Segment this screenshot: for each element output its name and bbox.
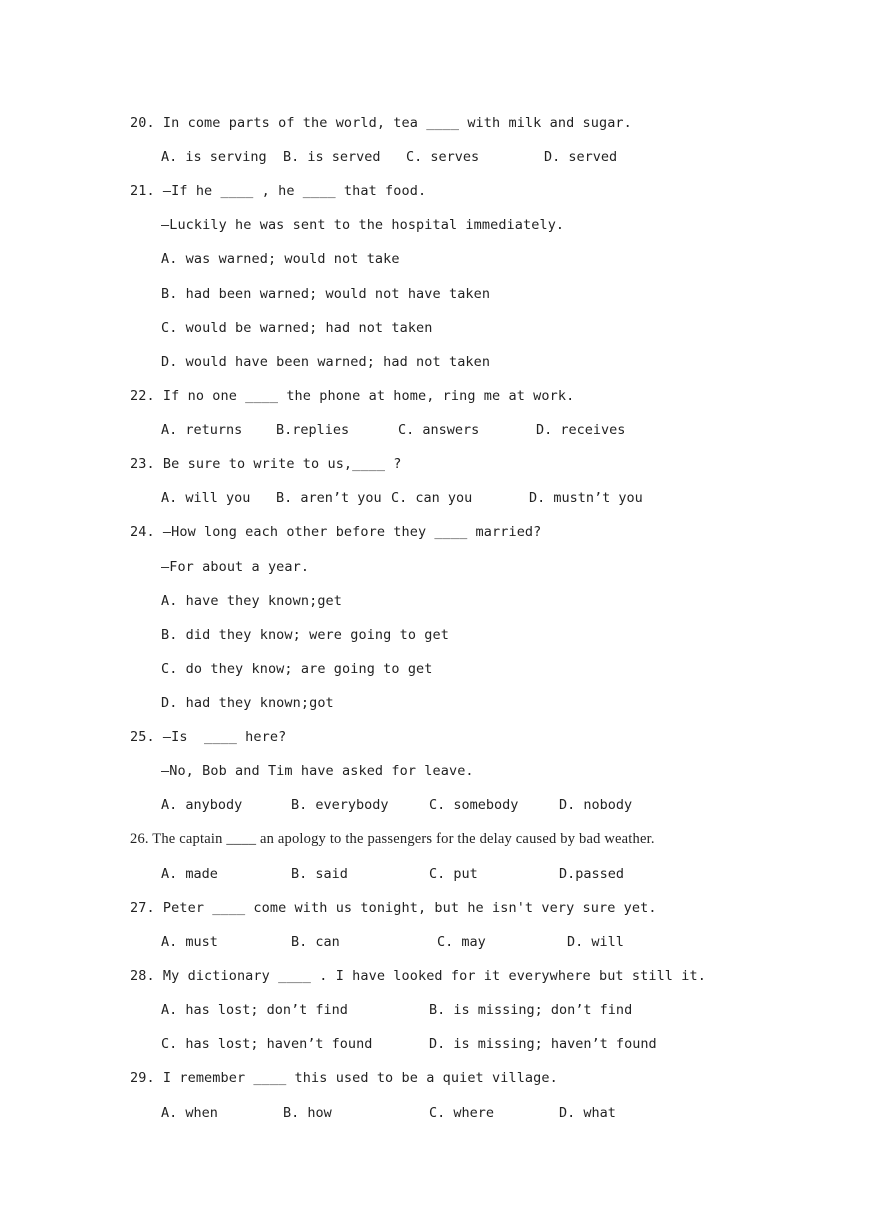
question-28-option-a: A. has lost; don’t find — [161, 1002, 348, 1018]
question-28-option-b: B. is missing; don’t find — [429, 1002, 633, 1018]
question-23-option-c: C. can you — [391, 490, 473, 506]
question-21-option-c: C. would be warned; had not taken — [161, 320, 433, 336]
question-27-option-c: C. may — [437, 934, 486, 950]
question-23-stem: 23. Be sure to write to us,____ ? — [130, 456, 402, 472]
question-21-stem: 21. —If he ____ , he ____ that food. — [130, 183, 427, 199]
question-24-option-d: D. had they known;got — [161, 695, 334, 711]
question-25-option-c: C. somebody — [429, 797, 519, 813]
question-22-option-b: B.replies — [276, 422, 350, 438]
question-29-option-c: C. where — [429, 1105, 495, 1121]
question-21-option-b: B. had been warned; would not have taken — [161, 286, 491, 302]
question-26-option-c: C. put — [429, 866, 478, 882]
question-21-option-a: A. was warned; would not take — [161, 251, 400, 267]
question-25-option-d: D. nobody — [559, 797, 633, 813]
question-24-stem: 24. —How long each other before they ____ married? — [130, 524, 542, 540]
question-20-option-d: D. served — [544, 149, 618, 165]
question-28-option-d: D. is missing; haven’t found — [429, 1036, 657, 1052]
question-20-option-b: B. is served — [283, 149, 381, 165]
question-20-option-a: A. is serving — [161, 149, 267, 165]
question-25-option-a: A. anybody — [161, 797, 243, 813]
question-29-option-d: D. what — [559, 1105, 616, 1121]
question-24-option-c: C. do they know; are going to get — [161, 661, 433, 677]
question-24-dialogue: —For about a year. — [161, 559, 310, 575]
question-23-option-a: A. will you — [161, 490, 251, 506]
question-22-option-c: C. answers — [398, 422, 480, 438]
question-23-option-d: D. mustn’t you — [529, 490, 643, 506]
question-20-stem: 20. In come parts of the world, tea ____ with milk and sugar. — [130, 115, 632, 131]
question-29-stem: 29. I remember ____ this used to be a quiet village. — [130, 1070, 558, 1086]
question-26-stem: 26. The captain ____ an apology to the passengers for the delay caused by bad weather. — [130, 831, 655, 847]
question-28-option-c: C. has lost; haven’t found — [161, 1036, 373, 1052]
question-25-dialogue: —No, Bob and Tim have asked for leave. — [161, 763, 474, 779]
question-28-stem: 28. My dictionary ____ . I have looked for it everywhere but still it. — [130, 968, 706, 984]
question-26-option-b: B. said — [291, 866, 348, 882]
question-25-option-b: B. everybody — [291, 797, 389, 813]
question-25-stem: 25. —Is ____ here? — [130, 729, 287, 745]
question-27-option-d: D. will — [567, 934, 624, 950]
question-27-stem: 27. Peter ____ come with us tonight, but he isn't very sure yet. — [130, 900, 657, 916]
question-27-option-a: A. must — [161, 934, 218, 950]
question-29-option-b: B. how — [283, 1105, 332, 1121]
question-27-option-b: B. can — [291, 934, 340, 950]
question-22-option-d: D. receives — [536, 422, 626, 438]
question-22-stem: 22. If no one ____ the phone at home, ring me at work. — [130, 388, 575, 404]
question-24-option-a: A. have they known;get — [161, 593, 343, 609]
question-20-option-c: C. serves — [406, 149, 480, 165]
question-21-dialogue: —Luckily he was sent to the hospital immediately. — [161, 217, 565, 233]
question-24-option-b: B. did they know; were going to get — [161, 627, 449, 643]
question-23-option-b: B. aren’t you — [276, 490, 382, 506]
question-22-option-a: A. returns — [161, 422, 243, 438]
question-26-option-a: A. made — [161, 866, 218, 882]
question-26-option-d: D.passed — [559, 866, 625, 882]
question-29-option-a: A. when — [161, 1105, 218, 1121]
question-21-option-d: D. would have been warned; had not taken — [161, 354, 491, 370]
